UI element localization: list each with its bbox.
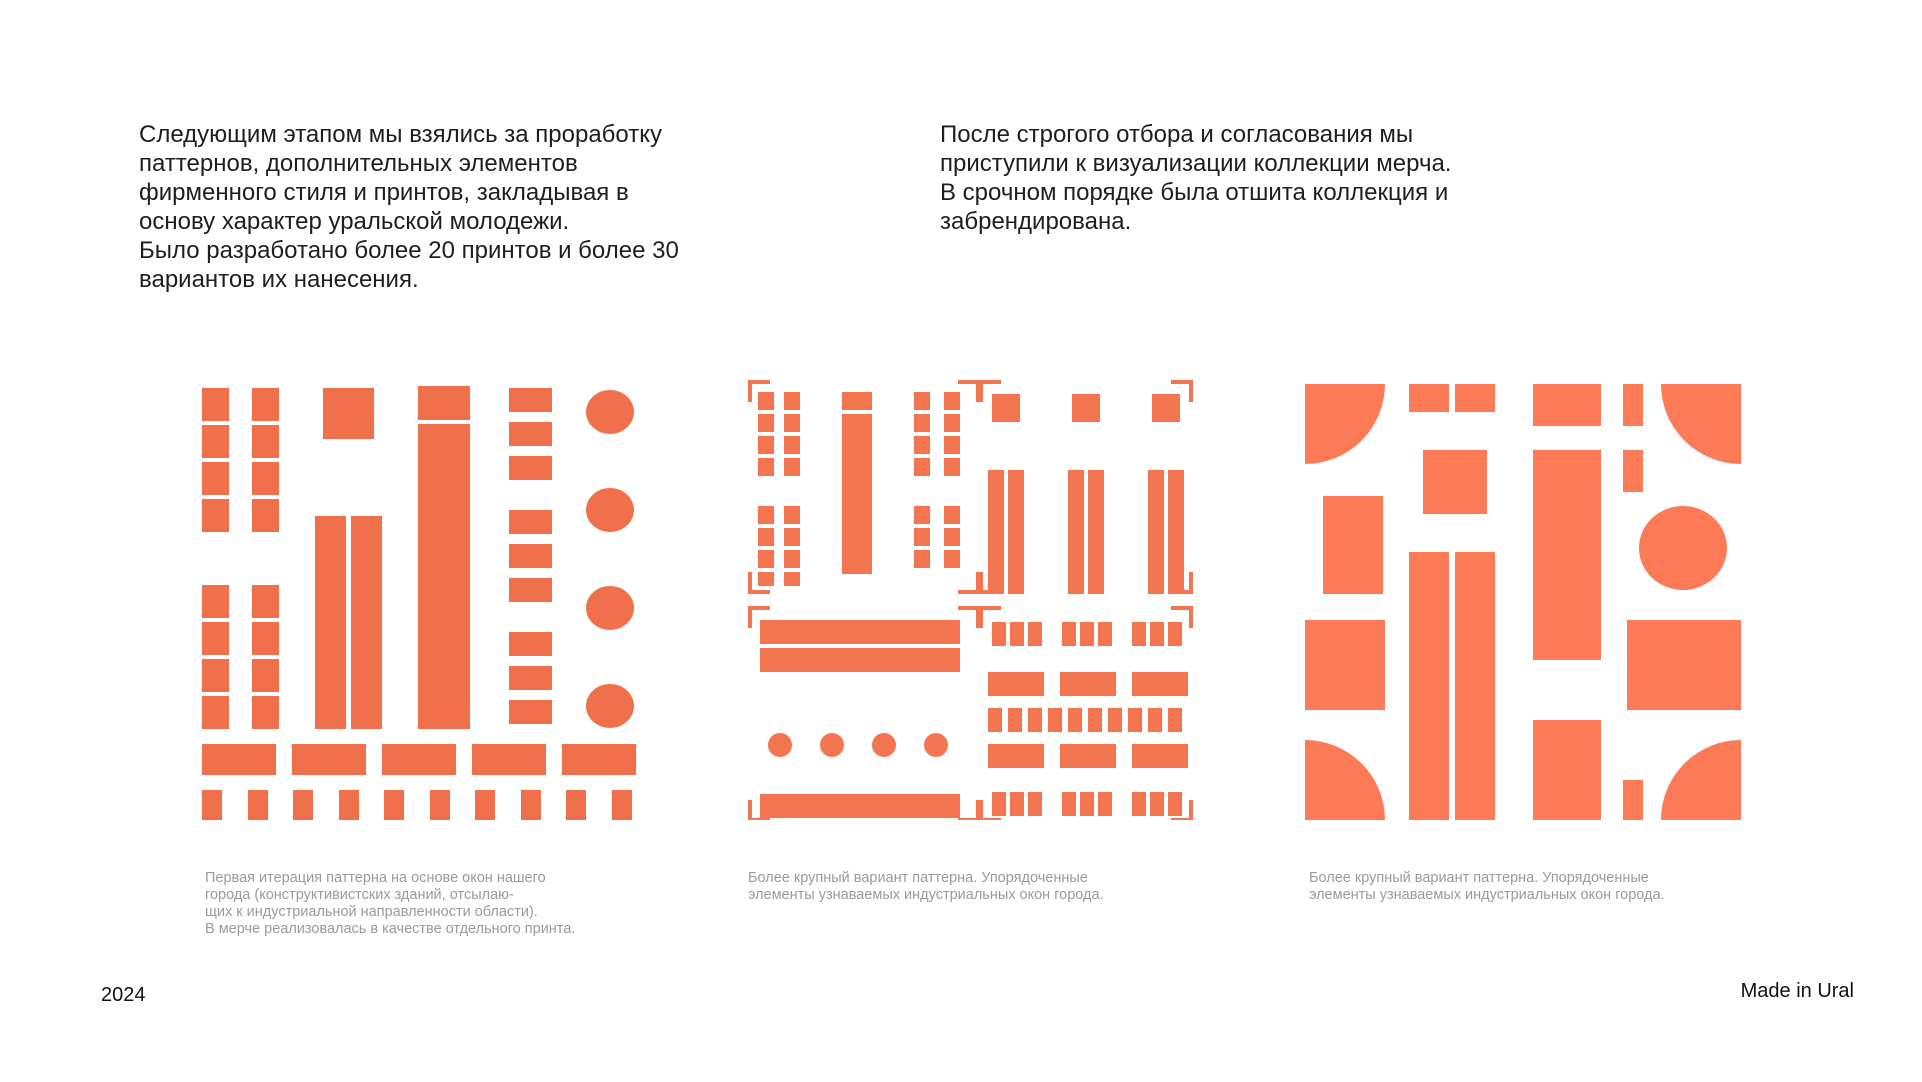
footer-year: 2024 xyxy=(101,984,146,1006)
footer-brand: Made in Ural xyxy=(1740,980,1854,1002)
pattern-2-svg xyxy=(748,380,1193,820)
pattern-3-artwork xyxy=(1303,380,1743,820)
pattern-2-caption: Более крупный вариант паттерна. Упорядоченные элементы узнаваемых индустриальных окон города. xyxy=(748,870,1104,903)
pattern-1-caption: Первая итерация паттерна на основе окон нашего города (конструктивистских зданий, отсылаю- щих к индустриальной направленности области). В мерче реализовалась в качестве отдельного принта. xyxy=(205,870,576,937)
pattern-3-svg xyxy=(1303,380,1743,820)
intro-text-right: После строгого отбора и согласования мы приступили к визуализации коллекции мерча. В срочном порядке была отшита коллекция и забрендирована. xyxy=(940,121,1452,235)
pattern-2-artwork xyxy=(748,380,1193,820)
pattern-1-svg xyxy=(200,380,640,820)
pattern-1-artwork xyxy=(200,380,640,820)
pattern-3-caption: Более крупный вариант паттерна. Упорядоченные элементы узнаваемых индустриальных окон города. xyxy=(1309,870,1665,903)
intro-text-left: Следующим этапом мы взялись за проработку паттернов, дополнительных элементов фирменного стиля и принтов, закладывая в основу характер уральской молодежи. Было разработано более 20 принтов и более 30 вариантов их нанесения. xyxy=(139,121,679,293)
